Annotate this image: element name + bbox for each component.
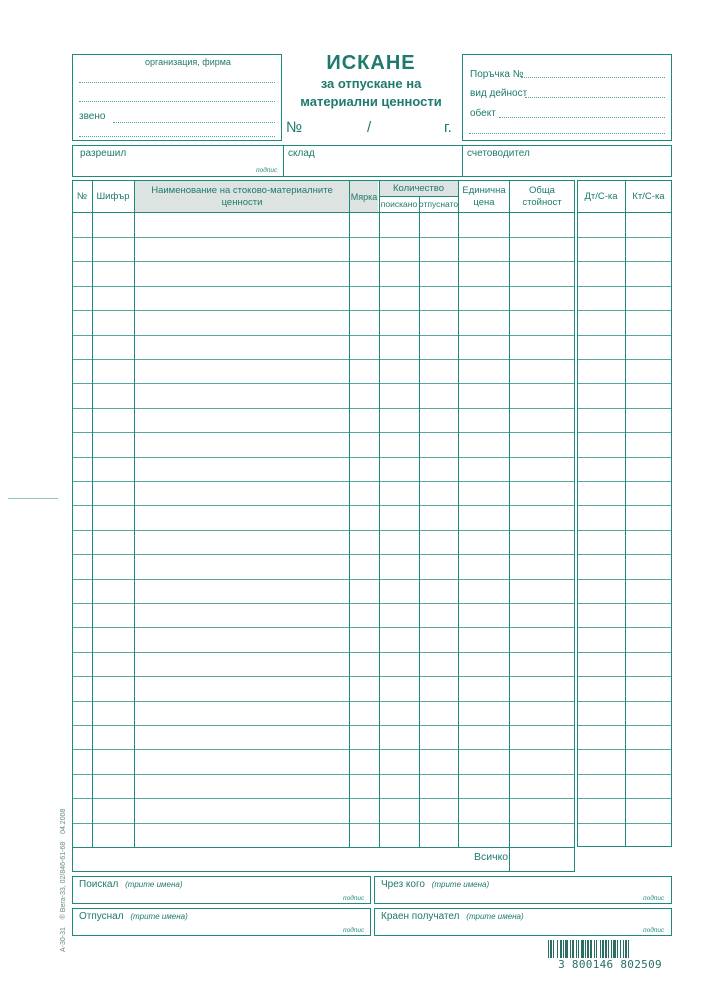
final-recipient-label [381,911,524,922]
header-code: Шифър [96,190,130,202]
header-number: № [76,190,88,202]
issued-by-label [79,911,188,922]
header-unit-price: Единична цена [462,184,506,208]
final-recipient-hint: (трите имена) [466,912,524,921]
warehouse-label: склад [288,148,315,159]
final-recipient-box[interactable] [374,908,672,936]
header-credit-account: Кт/С-ка [632,190,665,202]
header-debit-account: Дт/С-ка [584,190,618,202]
approved-signature-label: подпис [256,167,278,174]
header-total-value: Обща стойност [522,184,562,208]
issued-by-box[interactable] [72,908,371,936]
through-box[interactable] [374,876,672,904]
through-hint: (трите имена) [431,880,490,889]
organization-label: организация, фирма [145,57,231,67]
requested-by-label [79,879,182,890]
requested-by-hint: (трите имена) [125,880,183,889]
header-unit: Мярка [350,191,378,202]
through-signature-label: подпис [643,895,665,902]
number-slash: / [367,119,372,136]
through-text: Чрез кого [381,879,425,890]
issued-by-signature-label: подпис [343,927,365,934]
fold-mark [8,498,58,499]
requested-by-text: Поискал [79,879,119,890]
form-code-text: А-30-31 [60,927,67,952]
header-issued: отпуснато [418,199,459,209]
through-label [381,879,489,890]
requested-by-signature-label: подпис [343,895,365,902]
requested-by-box[interactable] [72,876,371,904]
object-label: обект [470,108,496,119]
total-label: Всичко [474,851,509,863]
final-recipient-signature-label: подпис [643,927,665,934]
number-label: № [286,119,303,136]
unit-label: звено [79,111,106,122]
issued-by-text: Отпуснал [79,911,124,922]
total-value-cell[interactable] [510,848,574,871]
year-label: г. [444,119,452,136]
document-subtitle-1: за отпускане на [320,76,422,91]
document-title: ИСКАНЕ [326,52,416,74]
approved-by-label: разрешил [80,148,127,159]
header-item-name: Наименование на стоково-материалните ценности [151,184,333,208]
accountant-label: счетоводител [467,148,530,159]
final-recipient-text: Краен получател [381,911,460,922]
margin-form-code [60,809,67,952]
activity-label: вид дейност [470,88,528,99]
order-number-label: Поръчка № [470,69,524,80]
header-quantity: Количество [392,182,445,194]
barcode-number: 3 800146 802509 [546,958,674,971]
issued-by-hint: (трите имена) [130,912,188,921]
header-requested: поискано [380,199,418,209]
document-subtitle-2: материални ценности [300,94,442,109]
publisher-text: ® Вега-33, 02/846-61-68 [60,841,67,920]
print-date-text: 04.2008 [60,808,67,834]
